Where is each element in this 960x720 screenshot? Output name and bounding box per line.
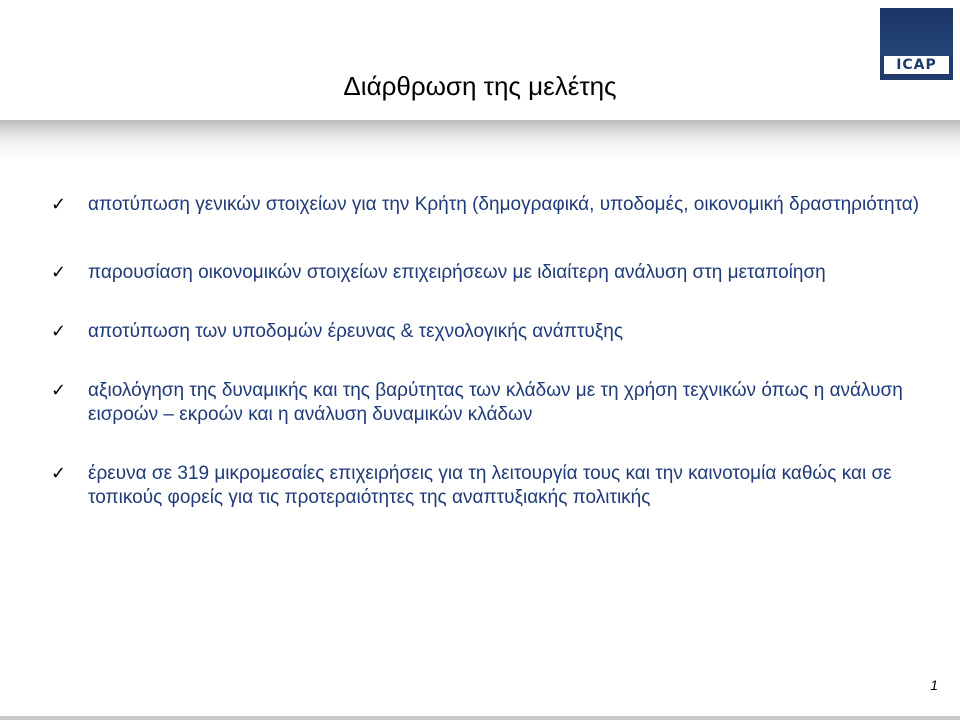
page-number: 1 [930,677,938,693]
bullet-item [48,261,928,285]
logo-background [880,8,953,56]
bullet-list [48,193,928,510]
logo-text: ICAP [884,56,949,74]
checkmark-icon: ✓ [51,194,67,215]
bullet-text: αποτύπωση γενικών στοιχείων για την Κρήτη (δημογραφικά, υποδομές, οικονομική δραστηριότητα) [88,194,920,215]
bullet-item [48,462,928,510]
bullet-text: παρουσίαση οικονομικών στοιχείων επιχειρήσεων με ιδιαίτερη ανάλυση στη μεταποίηση [88,262,826,283]
slide-title: Διάρθρωση της μελέτης [343,71,617,101]
bullet-item [48,193,928,217]
bullet-text: αποτύπωση των υποδομών έρευνας & τεχνολογικής ανάπτυξης [88,321,623,342]
checkmark-icon: ✓ [51,262,67,283]
bullet-text: έρευνα σε 319 μικρομεσαίες επιχειρήσεις για τη λειτουργία τους και την καινοτομία καθώς και σε τοπικούς φορείς για τις προτεραιότητες της αναπτυξιακής πολιτικής [88,463,892,508]
footer-divider [0,716,960,720]
checkmark-icon: ✓ [51,380,67,401]
checkmark-icon: ✓ [51,321,67,342]
bullet-item [48,320,928,344]
checkmark-icon: ✓ [51,463,67,484]
bullet-item [48,379,928,427]
bullet-text: αξιολόγηση της δυναμικής και της βαρύτητας των κλάδων με τη χρήση τεχνικών όπως η ανάλυση εισροών – εκροών και η ανάλυση δυναμικών κλάδων [88,380,903,425]
title-divider [0,120,960,160]
